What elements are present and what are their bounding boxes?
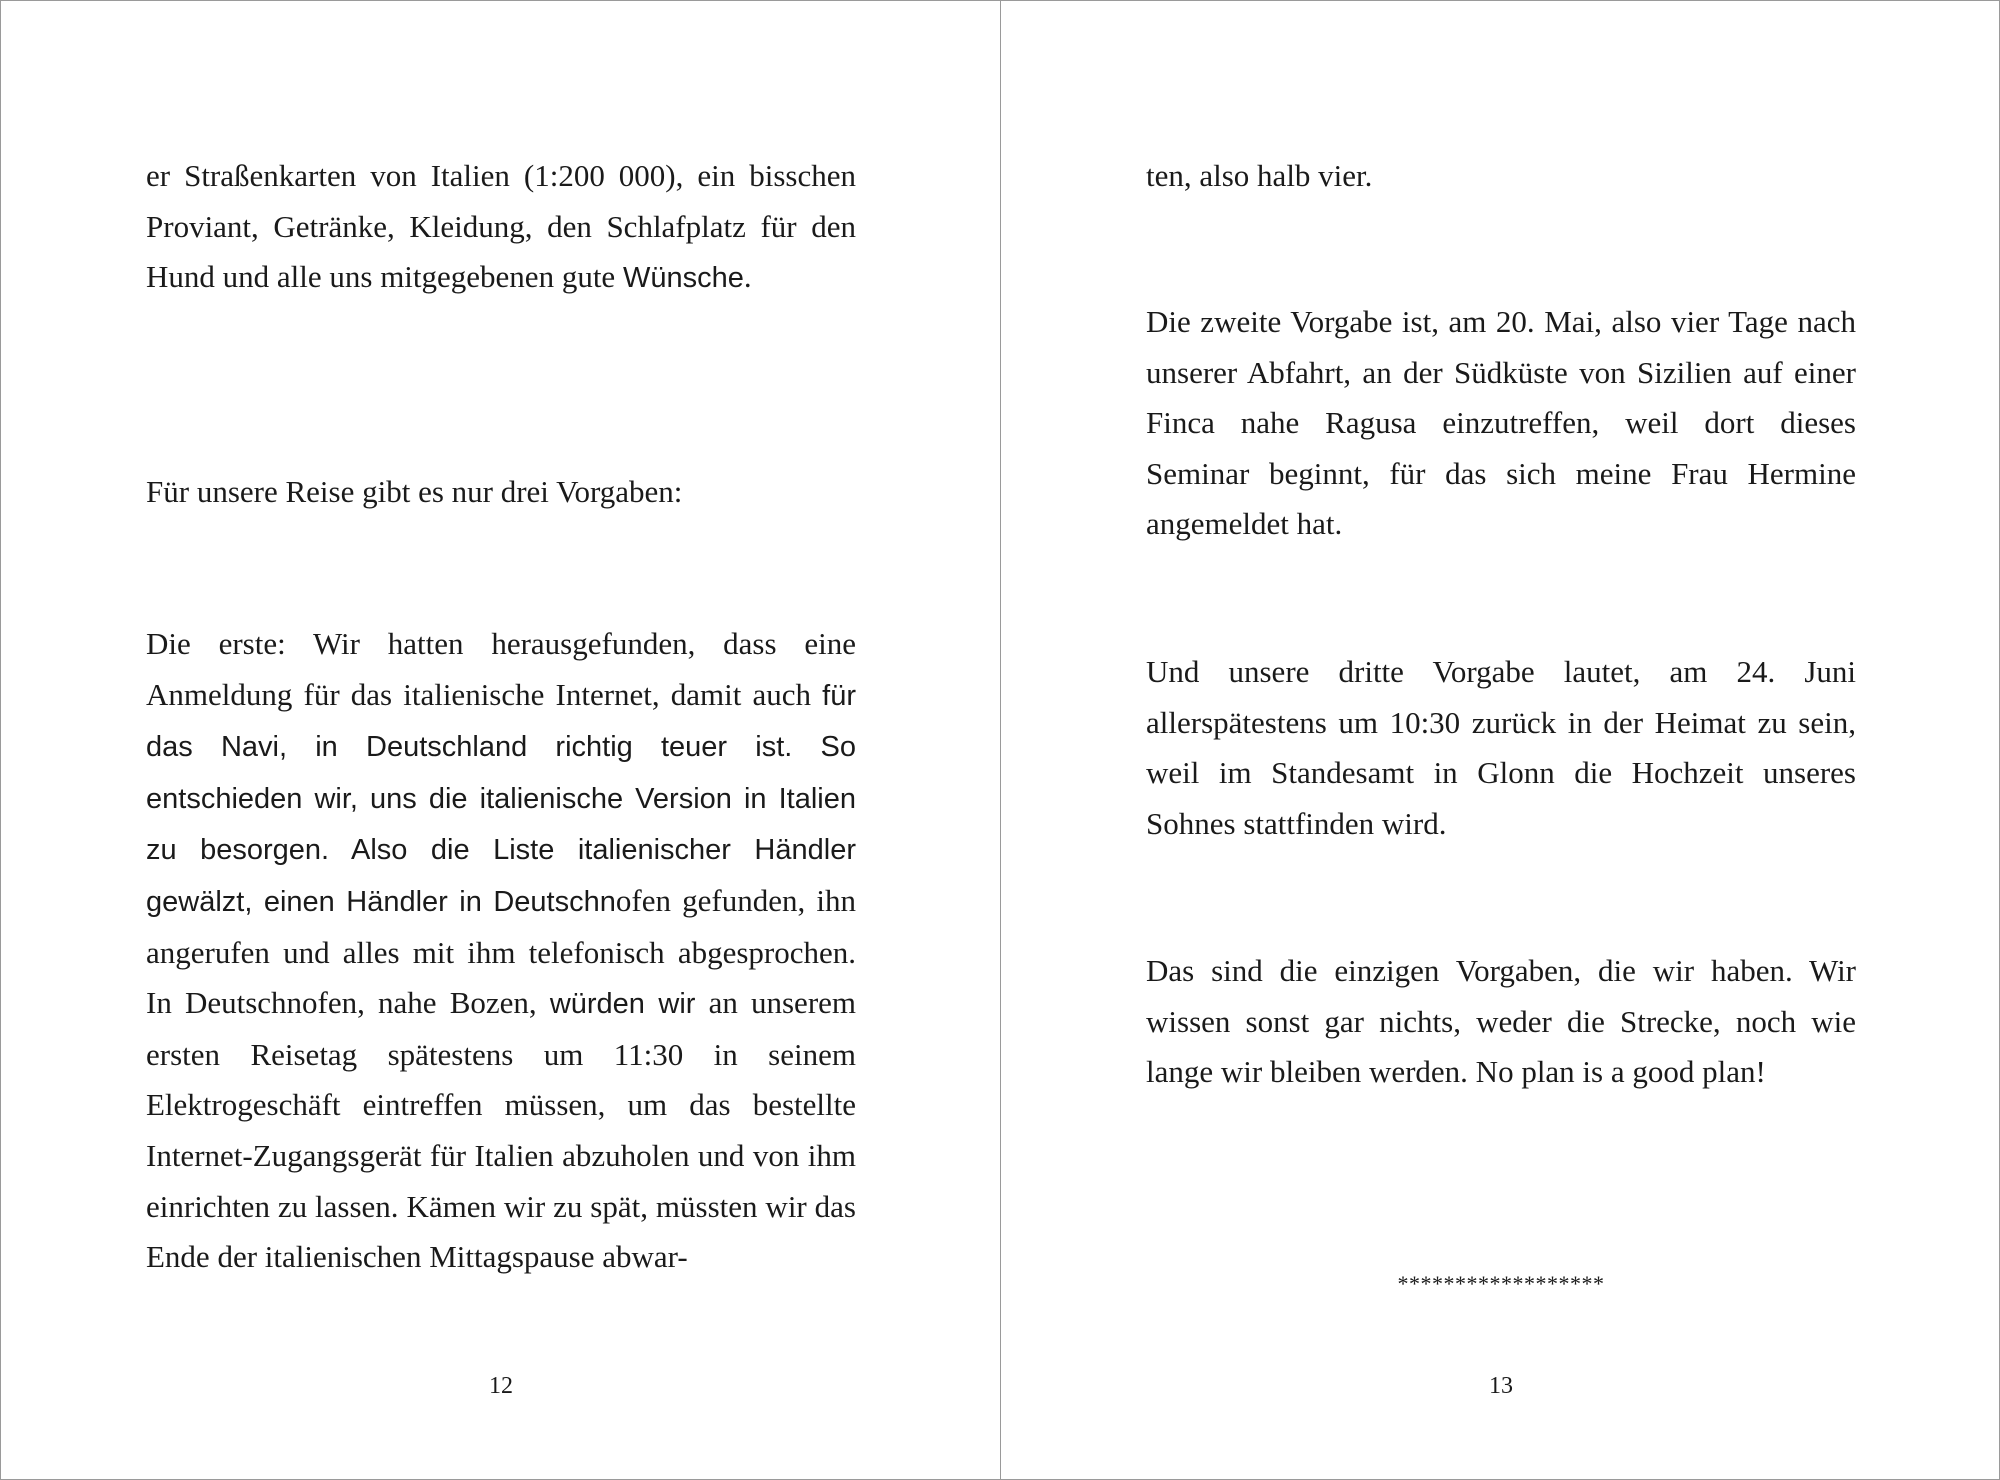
- left-paragraph-1-end: .: [743, 259, 752, 295]
- section-separator: ******************: [1397, 1271, 1605, 1296]
- left-paragraph-3: [146, 619, 856, 1283]
- left-paragraph-1-text: er Straßenkarten von Italien (1:200 000), ein bisschen Proviant, Getränke, Kleidung, den Schlafplatz für den Hund und alle uns mitgegebenen gute: [146, 158, 856, 295]
- left-paragraph-3-sans-run: für das Navi, in Deutschland richtig teuer ist. So entschieden wir, uns die italienische Version in Italien zu besorgen. Also die Liste italienischer Händler gewälzt, einen Händler in Deutschn: [146, 679, 856, 918]
- right-page: [1146, 1, 1856, 1479]
- right-paragraph-1: ten, also halb vier.: [1146, 158, 1373, 193]
- left-paragraph-3-sans-run-2: würden wir: [549, 988, 696, 1021]
- left-paragraph-1-sans-word: Wünsche: [622, 262, 744, 295]
- left-paragraph-1: [146, 151, 856, 304]
- left-page: [146, 1, 856, 1479]
- right-paragraph-4: Das sind die einzigen Vorgaben, die wir haben. Wir wissen sonst gar nichts, weder die Strecke, noch wie lange wir bleiben werden. No plan is a good plan!: [1146, 953, 1856, 1090]
- right-paragraph-2: Die zweite Vorgabe ist, am 20. Mai, also vier Tage nach unserer Abfahrt, an der Südküste von Sizilien auf einer Finca nahe Ragusa einzutreffen, weil dort dieses Seminar beginnt, für das sich meine Frau Hermine angemeldet hat.: [1146, 304, 1856, 542]
- page-number-left: 12: [489, 1373, 513, 1399]
- page-number-right: 13: [1489, 1373, 1513, 1399]
- left-paragraph-2: Für unsere Reise gibt es nur drei Vorgaben:: [146, 474, 683, 509]
- right-paragraph-3: Und unsere dritte Vorgabe lautet, am 24. Juni allerspätestens um 10:30 zurück in der Heimat zu sein, weil im Standesamt in Glonn die Hochzeit unseres Sohnes stattfinden wird.: [1146, 654, 1856, 841]
- left-paragraph-3-text-e: an unserem ersten Reisetag spätestens um 11:30 in seinem Elektrogeschäft eintreffen müssen, um das bestellte Internet-Zugangsgerät für Italien abzuholen und von ihm einrichten zu lassen. Kämen wir zu spät, müssten wir das Ende der italienischen Mittagspause abwar-: [146, 985, 857, 1275]
- left-paragraph-3-text-c: ofen gefunden, ihn angerufen und alles mit ihm telefonisch abgesprochen. In Deutschnofen, nahe Bozen,: [146, 882, 856, 1021]
- left-paragraph-3-text-a: Die erste: Wir hatten herausgefunden, dass eine Anmeldung für das italienische Internet, damit auch: [146, 626, 856, 712]
- page-gutter-line: [1000, 1, 1001, 1479]
